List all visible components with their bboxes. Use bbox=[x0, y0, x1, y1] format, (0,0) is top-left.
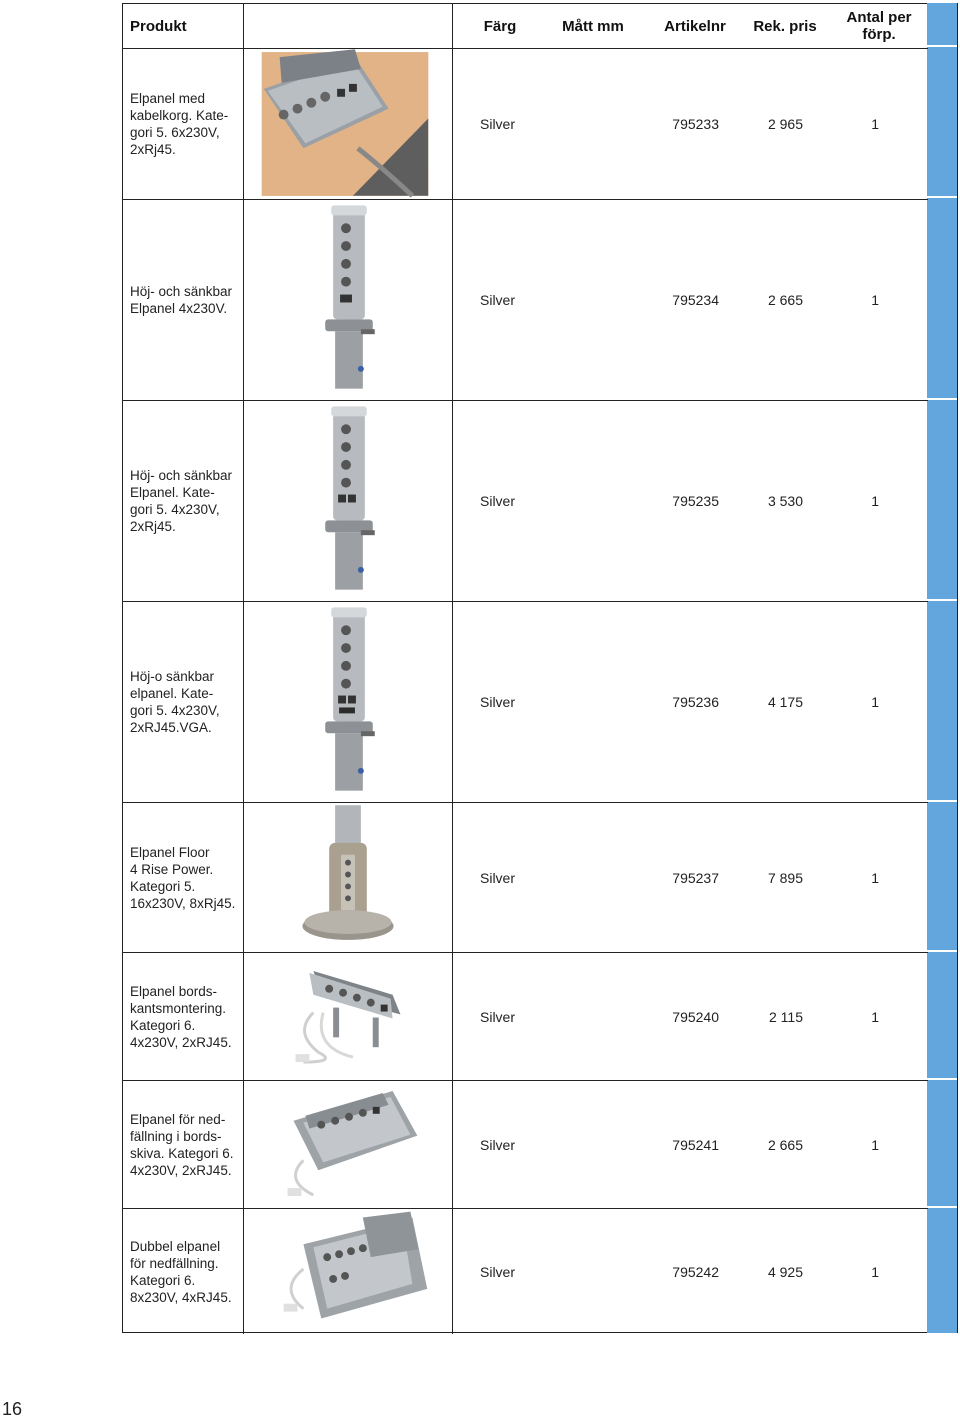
price: 7 895 bbox=[767, 869, 803, 886]
desk-flap-panel-photo bbox=[243, 49, 453, 199]
article-number: 795233 bbox=[672, 116, 719, 132]
header-color: Färg bbox=[483, 17, 517, 35]
product-color: Silver bbox=[480, 1263, 516, 1280]
table-row bbox=[123, 602, 928, 803]
article-number: 795242 bbox=[672, 1263, 719, 1280]
header-product: Produkt bbox=[130, 17, 187, 35]
floor-tower-image bbox=[243, 803, 453, 952]
edge-mount-panel-image bbox=[243, 953, 453, 1080]
quantity: 1 bbox=[871, 493, 879, 509]
price: 2 665 bbox=[767, 1136, 803, 1153]
pop-up-tower-image bbox=[243, 401, 453, 601]
table-row bbox=[123, 953, 928, 1081]
header-price: Rek. pris bbox=[753, 17, 817, 35]
product-name: Elpanel Floor 4 Rise Power. Kategori 5. 16x230V, 8xRj45. bbox=[130, 844, 236, 911]
article-number: 795234 bbox=[672, 292, 719, 308]
quantity: 1 bbox=[871, 1008, 879, 1025]
table-row bbox=[123, 401, 928, 602]
product-color: Silver bbox=[480, 116, 516, 132]
price: 2 965 bbox=[767, 116, 803, 132]
product-name: Elpanel för ned- fällning i bords- skiva. Kategori 6. 4x230V, 2xRJ45. bbox=[130, 1111, 234, 1178]
price: 4 175 bbox=[767, 694, 803, 710]
quantity: 1 bbox=[871, 869, 879, 886]
table-row bbox=[123, 1081, 928, 1209]
product-name: Dubbel elpanel för nedfällning. Kategori 6. 8x230V, 4xRJ45. bbox=[130, 1238, 232, 1305]
product-color: Silver bbox=[480, 694, 516, 710]
recessed-panel-image bbox=[243, 1081, 453, 1208]
product-color: Silver bbox=[480, 1008, 516, 1025]
article-number: 795241 bbox=[672, 1136, 719, 1153]
article-number: 795240 bbox=[672, 1008, 719, 1025]
quantity: 1 bbox=[871, 1136, 879, 1153]
table-row bbox=[123, 803, 928, 953]
product-table bbox=[122, 3, 927, 1333]
quantity: 1 bbox=[871, 694, 879, 710]
price: 2 665 bbox=[767, 292, 803, 308]
product-name: Höj- och sänkbar Elpanel. Kate- gori 5. 4x230V, 2xRj45. bbox=[130, 468, 233, 534]
article-number: 795235 bbox=[672, 493, 719, 509]
header-article: Artikelnr bbox=[664, 17, 726, 35]
price: 2 115 bbox=[769, 1008, 803, 1025]
table-row bbox=[123, 200, 928, 401]
table-row bbox=[123, 1209, 928, 1334]
header-qty: Antal per förp. bbox=[846, 9, 912, 43]
header-dims: Mått mm bbox=[562, 17, 624, 35]
product-name: Elpanel bords- kantsmontering. Kategori 6. 4x230V, 2xRJ45. bbox=[130, 983, 232, 1050]
product-color: Silver bbox=[480, 1136, 516, 1153]
price: 3 530 bbox=[767, 493, 803, 509]
side-color-strip bbox=[927, 3, 958, 1333]
quantity: 1 bbox=[871, 292, 879, 308]
article-number: 795236 bbox=[672, 694, 719, 710]
product-color: Silver bbox=[480, 493, 516, 509]
product-name: Höj-o sänkbar elpanel. Kate- gori 5. 4x230V, 2xRJ45.VGA. bbox=[130, 669, 220, 735]
product-name: Höj- och sänkbar Elpanel 4x230V. bbox=[130, 284, 233, 316]
price: 4 925 bbox=[767, 1263, 803, 1280]
page-number: 16 bbox=[2, 1399, 23, 1419]
pop-up-tower-image bbox=[243, 200, 453, 400]
product-color: Silver bbox=[480, 869, 516, 886]
quantity: 1 bbox=[871, 116, 879, 132]
pop-up-tower-image bbox=[243, 602, 453, 802]
quantity: 1 bbox=[871, 1263, 879, 1280]
double-recessed-panel-image bbox=[243, 1209, 453, 1334]
product-color: Silver bbox=[480, 292, 516, 308]
table-row bbox=[123, 49, 928, 200]
product-name: Elpanel med kabelkorg. Kate- gori 5. 6x230V, 2xRj45. bbox=[130, 91, 229, 157]
table-header bbox=[123, 4, 928, 49]
article-number: 795237 bbox=[672, 869, 719, 886]
